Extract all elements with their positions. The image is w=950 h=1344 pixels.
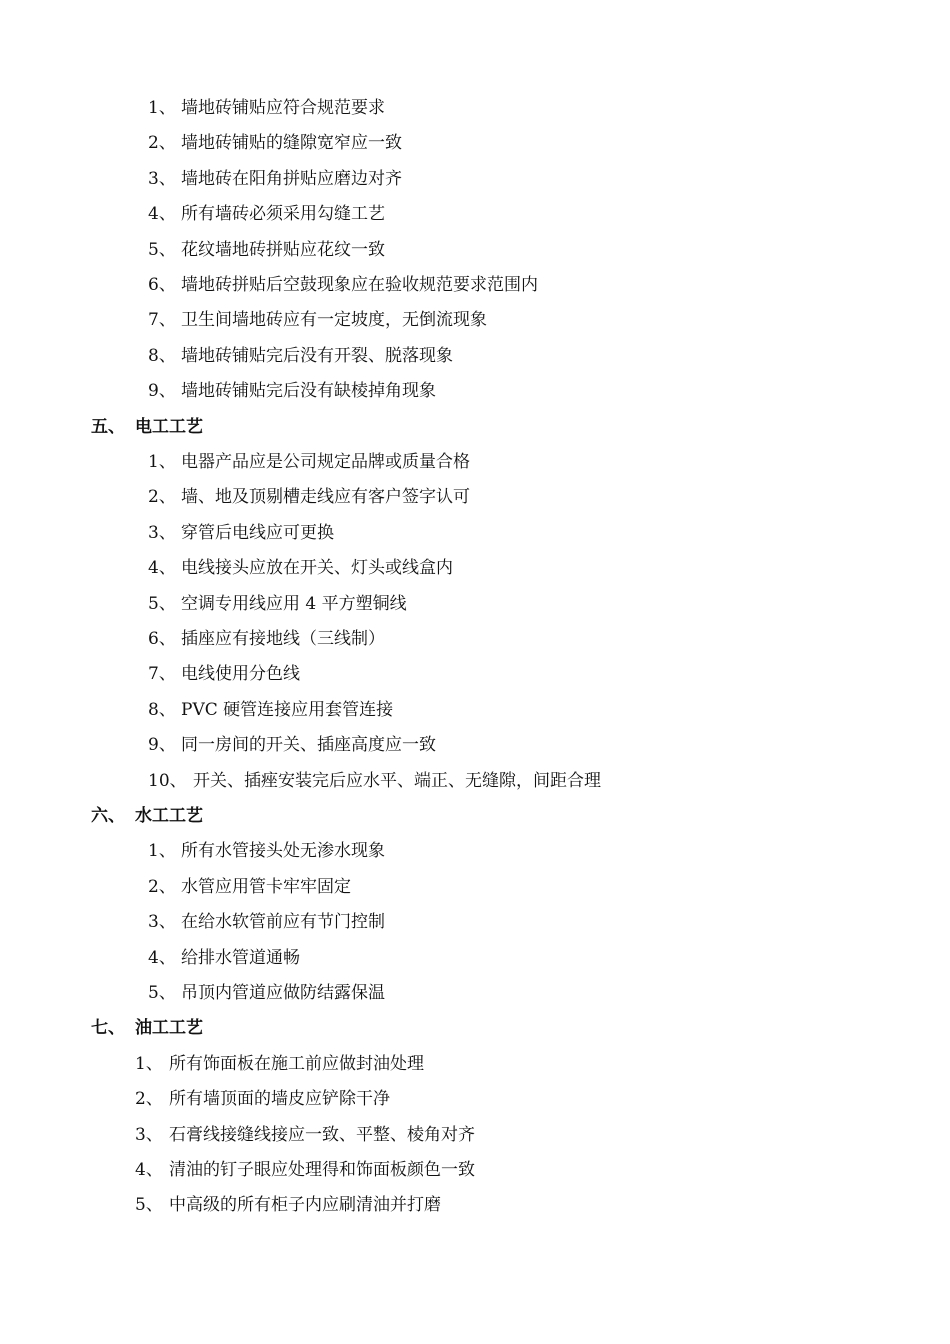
section-number: 五、 [91,416,125,437]
item-text: 开关、插痤安装完后应水平、端正、无缝隙，间距合理 [193,770,601,791]
item-number: 5、 [148,593,176,614]
item-number: 7、 [148,664,176,685]
item-text: 墙地砖铺贴的缝隙宽窄应一致 [181,133,402,154]
item-text: 电器产品应是公司规定品牌或质量合格 [181,452,470,472]
item-number: 5、 [148,983,176,1003]
item-text: 空调专用线应用 4 平方塑铜线 [181,593,407,614]
item-number: 8、 [148,345,176,366]
item-text: 所有墙顶面的墙皮应铲除干净 [169,1089,390,1110]
item-number: 2、 [148,487,176,508]
item-text: 穿管后电线应可更换 [181,522,334,543]
item-text: 所有墙砖必须采用勾缝工艺 [181,204,385,225]
item-number: 3、 [148,912,176,933]
item-number: 9、 [148,381,176,402]
section-title: 油工工艺 [135,1018,203,1039]
section-number: 七、 [91,1018,125,1039]
item-text: 插座应有接地线（三线制） [181,629,385,649]
item-number: 3、 [135,1124,163,1145]
item-number: 5、 [135,1195,163,1216]
item-number: 5、 [148,239,176,260]
item-text: 卫生间墙地砖应有一定坡度，无倒流现象 [181,310,487,331]
section-title: 电工工艺 [135,416,203,437]
item-text: 电线使用分色线 [181,664,300,685]
item-number: 1、 [148,98,176,118]
item-number: 8、 [148,699,176,720]
item-number: 6、 [148,275,176,295]
item-number: 4、 [148,558,176,579]
item-text: 中高级的所有柜子内应刷清油并打磨 [169,1195,441,1216]
item-number: 7、 [148,310,176,331]
item-number: 1、 [148,452,176,472]
item-text: 墙地砖在阳角拼贴应磨边对齐 [181,168,402,189]
item-number: 4、 [148,947,176,968]
item-text: 墙地砖铺贴完后没有开裂、脱落现象 [181,345,453,366]
item-number: 2、 [135,1089,163,1110]
item-text: 所有饰面板在施工前应做封油处理 [169,1053,424,1074]
item-number: 4、 [148,204,176,225]
item-text: 在给水软管前应有节门控制 [181,912,385,933]
section-number: 六、 [91,806,125,826]
item-number: 1、 [135,1053,163,1074]
item-text: 水管应用管卡牢牢固定 [181,876,351,897]
item-number: 9、 [148,735,176,756]
item-number: 2、 [148,133,176,154]
item-text: 吊顶内管道应做防结露保温 [181,983,385,1003]
item-text: 墙地砖铺贴应符合规范要求 [181,98,385,118]
item-text: 同一房间的开关、插座高度应一致 [181,735,436,756]
item-text: 电线接头应放在开关、灯头或线盒内 [181,558,453,579]
item-number: 10、 [148,770,187,791]
section-title: 水工工艺 [135,806,203,826]
item-text: PVC 硬管连接应用套管连接 [181,699,394,720]
item-text: 墙地砖铺贴完后没有缺棱掉角现象 [181,381,436,402]
item-text: 墙、地及顶剔槽走线应有客户签字认可 [181,487,470,508]
item-text: 墙地砖拼贴后空鼓现象应在验收规范要求范围内 [181,275,538,295]
item-number: 2、 [148,876,176,897]
item-text: 所有水管接头处无渗水现象 [181,841,385,862]
item-number: 3、 [148,168,176,189]
item-number: 6、 [148,629,176,649]
item-number: 3、 [148,522,176,543]
item-text: 给排水管道通畅 [181,947,300,968]
item-text: 花纹墙地砖拼贴应花纹一致 [181,239,385,260]
item-text: 石膏线接缝线接应一致、平整、棱角对齐 [169,1124,475,1145]
item-number: 1、 [148,841,176,862]
item-text: 清油的钉子眼应处理得和饰面板颜色一致 [169,1160,475,1180]
item-number: 4、 [135,1160,163,1180]
